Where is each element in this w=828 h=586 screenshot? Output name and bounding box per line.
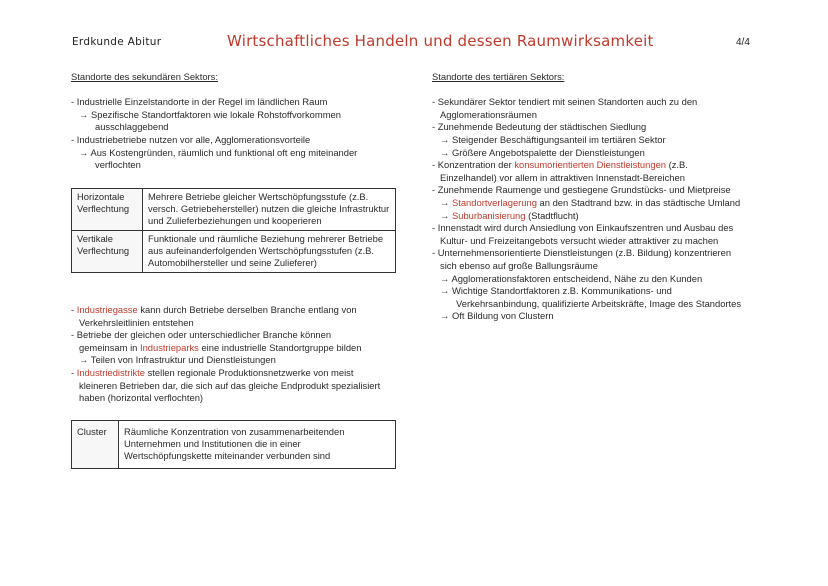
term-standortverlagerung: Standortverlagerung [451,196,537,208]
term-industriedistrikte: Industriedistrikte [76,366,145,378]
list-item: → Größere Angebotspalette der Dienstleistungen [440,146,645,158]
list-item: Kultur- und Freizeitangebots versucht wieder attraktiver zu machen [440,234,719,246]
list-item: - Konzentration der konsumorientierten Dienstleistungen (z.B. [432,159,688,171]
list-item: Verkehrsanbindung, qualifizierte Arbeitskräfte, Image des Standortes [456,297,742,309]
left-column-lower [71,304,406,405]
list-item: → Teilen von Infrastruktur und Dienstleistungen [79,354,276,366]
term-konsumorientiert: konsumorientierten Dienstleistungen [514,159,666,171]
list-item: → Standortverlagerung an den Stadtrand bzw. in das städtische Umland [440,196,741,208]
list-item: → Wichtige Standortfaktoren z.B. Kommunikations- und [440,285,672,297]
right-heading: Standorte des tertiären Sektors: [432,71,565,82]
term-industriegasse: Industriegasse [76,304,138,315]
table-row [72,421,396,469]
list-item: → Aus Kostengründen, räumlich und funktional oft eng miteinander [79,146,358,158]
page-title: Wirtschaftliches Handeln und dessen Raumwirksamkeit [227,32,654,50]
list-item: - Innenstadt wird durch Ansiedlung von Einkaufszentren und Ausbau des [432,222,734,234]
list-item: → Steigender Beschäftigungsanteil im tertiären Sektor [440,133,666,145]
term-suburbanisierung: Suburbanisierung [451,209,526,221]
table-cell-text: Räumliche Konzentration von zusammenarbeitenden Unternehmen und Institutionen die in einer Wertschöpfungskette miteinander verbunden sind [119,421,396,469]
table-cell-label: Horizontale Verflechtung [72,189,143,231]
verflechtung-table [71,188,396,273]
header-subject: Erdkunde Abitur [72,36,162,48]
list-item: - Unternehmensorientierte Dienstleistungen (z.B. Bildung) konzentrieren [432,247,732,259]
table-cell-label: Vertikale Verflechtung [72,231,143,273]
table-cell-text: Mehrere Betriebe gleicher Wertschöpfungsstufe (z.B. versch. Getriebehersteller) nutzen die gleiche Infrastruktur und Zulieferbeziehungen und kooperieren [143,189,396,231]
list-item: - Zunehmende Raumenge und gestiegene Grundstücks- und Mietpreise [432,184,731,196]
list-item: - Sekundärer Sektor tendiert mit seinen Standorten auch zu den [432,96,698,108]
left-heading: Standorte des sekundären Sektors: [71,71,218,82]
list-item: - Industriedistrikte stellen regionale Produktionsnetzwerke von meist [71,366,354,378]
table-row [72,189,396,231]
list-item: gemeinsam in Industrieparks eine industrielle Standortgruppe bilden [79,341,362,353]
left-column [71,71,406,172]
list-item: verflochten [95,159,141,171]
right-column [432,71,772,323]
list-item: - Industrielle Einzelstandorte in der Regel im ländlichen Raum [71,96,328,108]
list-item: → Suburbanisierung (Stadtflucht) [440,209,579,221]
table-cell-text: Funktionale und räumliche Beziehung mehrerer Betriebe aus aufeinanderfolgenden Wertschöpfungsstufen (z.B. Automobilhersteller und seine Zulieferer) [143,231,396,273]
term-industrieparks: Industrieparks [139,341,199,353]
list-item: Agglomerationsräumen [440,108,537,120]
table-cell-label: Cluster [72,421,119,469]
list-item: - Zunehmende Bedeutung der städtischen Siedlung [432,121,647,133]
list-item: kleineren Betrieben dar, die sich auf das gleiche Endprodukt spezialisiert [79,379,381,391]
list-item: - Industriegasse kann durch Betriebe derselben Branche entlang von [71,304,357,315]
list-item: → Spezifische Standortfaktoren wie lokale Rohstoffvorkommen [79,108,341,120]
list-item: Verkehrsleitlinien entstehen [79,316,194,328]
list-item: haben (horizontal verflochten) [79,392,204,404]
page-number: 4/4 [736,37,750,48]
list-item: - Betriebe der gleichen oder unterschiedlicher Branche können [71,329,332,341]
list-item: ausschlaggebend [95,121,169,133]
list-item: - Industriebetriebe nutzen vor alle, Agglomerationsvorteile [71,133,311,145]
list-item: sich ebenso auf große Ballungsräume [440,259,598,271]
list-item: Einzelhandel) vor allem in attraktiven Innenstadt-Bereichen [440,171,685,183]
list-item: → Agglomerationsfaktoren entscheidend, Nähe zu den Kunden [440,272,703,284]
table-row [72,231,396,273]
cluster-table [71,420,396,469]
list-item: → Oft Bildung von Clustern [440,310,554,322]
